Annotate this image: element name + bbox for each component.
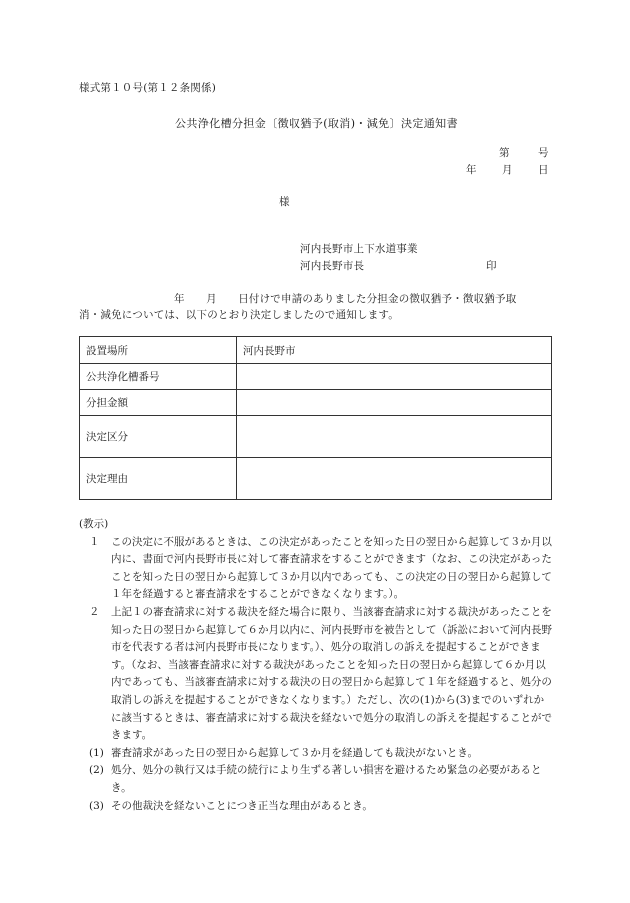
table-label: 設置場所	[80, 337, 237, 364]
table-value: 河内長野市	[237, 337, 552, 364]
issuer-line1: 河内長野市上下水道事業	[300, 243, 418, 255]
seal-mark: 印	[486, 260, 497, 272]
table-row	[80, 337, 552, 364]
table-row	[80, 390, 552, 416]
date-year: 年	[466, 164, 477, 176]
table-label: 決定区分	[80, 416, 237, 458]
notice-item-1	[89, 534, 553, 604]
table-row	[80, 416, 552, 458]
table-value	[237, 390, 552, 416]
subitem-number: (3)	[89, 799, 104, 812]
intro-line2: 消・減免については、以下のとおり決定しましたので通知します。	[79, 309, 399, 321]
notice-heading: (教示)	[79, 518, 109, 530]
number-dai: 第	[499, 147, 510, 159]
number-go: 号	[538, 147, 549, 159]
notice-subitem-3	[79, 798, 553, 816]
table-row	[80, 364, 552, 390]
item-number: ２	[89, 605, 100, 618]
table-value	[237, 458, 552, 500]
item-text: 上記１の審査請求に対する裁決を経た場合に限り、当該審査請求に対する裁決があったことを知った日の翌日から起算して６か月以内に、河内長野市を被告として（訴訟において河内長野市を代表する者は河内長野市長になります。）、処分の取消しの訴えを提起することができます。（なお、当該審査請求に対する裁決があったことを知った日の翌日から起算して６か月以内であっても、当該審査請求に対する裁決の日の翌日から起算して１年を経過すると、処分の取消しの訴えを提起することができなくなります。）ただし、次の(1)から(3)までのいずれかに該当するときは、審査請求に対する裁決を経ないで処分の取消しの訴えを提起することができます。	[111, 605, 552, 742]
subitem-number: (2)	[89, 764, 104, 777]
item-number: １	[89, 535, 100, 548]
notice-subitem-2	[79, 762, 553, 797]
recipient-suffix: 様	[279, 196, 290, 208]
table-value	[237, 416, 552, 458]
date-day: 日	[538, 164, 549, 176]
issuer-line2: 河内長野市長	[300, 260, 365, 272]
table-label: 決定理由	[80, 458, 237, 500]
notice-item-2	[89, 604, 553, 745]
form-number: 様式第１０号(第１２条関係)	[79, 82, 216, 94]
table-label: 分担金額	[80, 390, 237, 416]
table-label: 公共浄化槽番号	[80, 364, 237, 390]
intro-line1: 年 月 日付けで申請のありました分担金の徴収猶予・徴収猶予取	[174, 293, 517, 305]
appeal-notice	[79, 516, 553, 815]
subitem-number: (1)	[89, 746, 104, 759]
item-text: この決定に不服があるときは、この決定があったことを知った日の翌日から起算して３か月以内に、書面で河内長野市長に対して審査請求をすることができます（なお、この決定があったことを知った日の翌日から起算して３か月以内であっても、この決定の日の翌日から起算して１年を経過すると審査請求をすることができなくなります。）。	[111, 535, 552, 601]
table-value	[237, 364, 552, 390]
document-title: 公共浄化槽分担金〔徴収猶予(取消)・減免〕決定通知書	[175, 117, 458, 130]
subitem-text: 処分、処分の執行又は手続の続行により生ずる著しい損害を避けるため緊急の必要があるとき。	[111, 764, 542, 794]
table-row	[80, 458, 552, 500]
notice-subitem-1	[79, 745, 553, 763]
subitem-text: 審査請求があった日の翌日から起算して３か月を経過しても裁決がないとき。	[111, 746, 478, 759]
subitem-text: その他裁決を経ないことにつき正当な理由があるとき。	[111, 799, 373, 812]
date-month: 月	[502, 164, 513, 176]
decision-table	[79, 336, 552, 500]
